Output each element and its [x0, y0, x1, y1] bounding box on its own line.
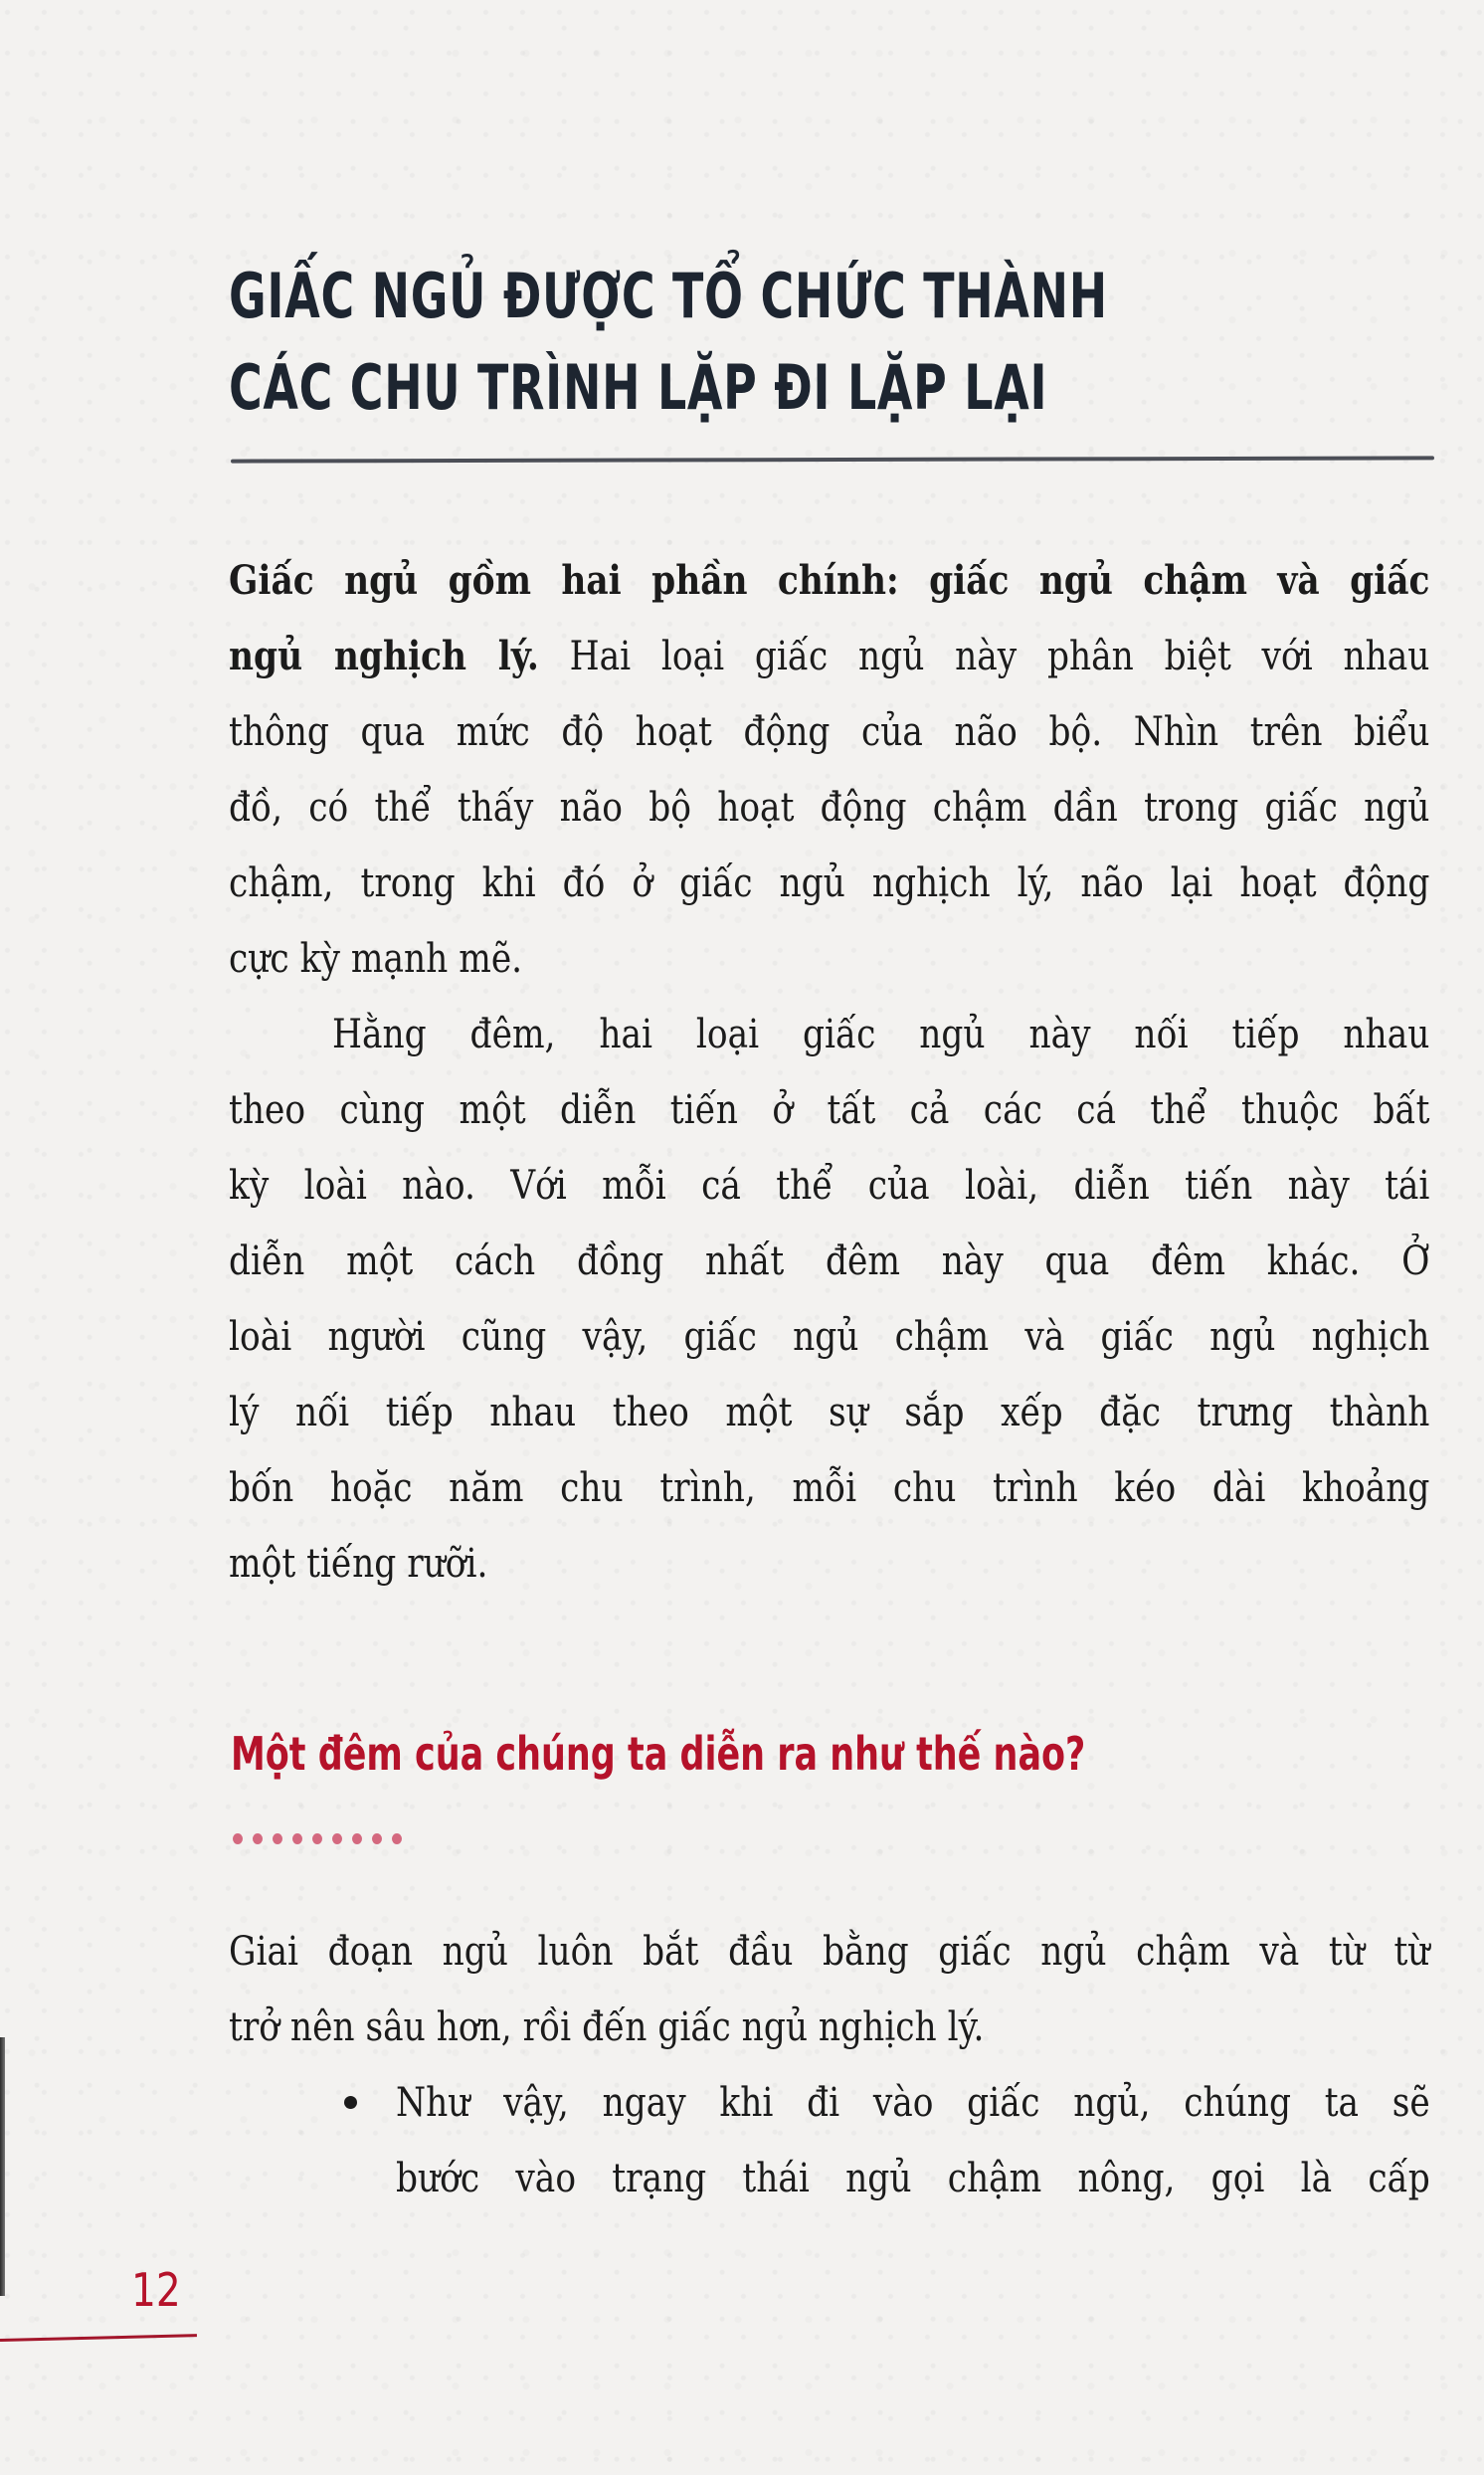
divider-dot [233, 1833, 243, 1844]
page-number-underline [0, 2334, 197, 2342]
divider-dot [332, 1833, 342, 1844]
dotted-divider [233, 1833, 402, 1844]
divider-dot [253, 1833, 263, 1844]
paragraph-3-line-2: trở nên sâu hơn, rồi đến giấc ngủ nghịch lý. [229, 2004, 985, 2050]
paragraph-1-line-5: chậm, trong khi đó ở giấc ngủ nghịch lý, não lại hoạt động [229, 860, 1430, 906]
section-title: Một đêm của chúng ta diễn ra như thế nào? [231, 1727, 1086, 1781]
bullet-icon [344, 2096, 357, 2109]
divider-dot [352, 1833, 362, 1844]
paragraph-2-line-8: một tiếng rưỡi. [229, 1541, 488, 1587]
divider-dot [292, 1833, 302, 1844]
page-number: 12 [131, 2263, 181, 2317]
paragraph-1-line-2: ngủ nghịch lý. Hai loại giấc ngủ này phân biệt với nhau [229, 633, 1430, 679]
chapter-title-line-1: GIẤC NGỦ ĐƯỢC TỔ CHỨC THÀNH [229, 260, 1108, 332]
chapter-title [229, 251, 1108, 434]
paragraph-1-line-4: đồ, có thể thấy não bộ hoạt động chậm dần trong giấc ngủ [229, 785, 1430, 831]
divider-dot [312, 1833, 322, 1844]
divider-dot [372, 1833, 382, 1844]
paragraph-2-line-3: kỳ loài nào. Với mỗi cá thể của loài, diễn tiến này tái [229, 1163, 1430, 1209]
paragraph-2-line-6: lý nối tiếp nhau theo một sự sắp xếp đặc trưng thành [229, 1390, 1430, 1435]
title-underline [231, 456, 1434, 463]
divider-dot [273, 1833, 282, 1844]
page-binding-edge [0, 2037, 5, 2296]
paragraph-2-line-2: theo cùng một diễn tiến ở tất cả các cá thể thuộc bất [229, 1087, 1430, 1133]
bullet-1-line-1: Như vậy, ngay khi đi vào giấc ngủ, chúng ta sẽ [396, 2080, 1430, 2126]
bold-term: ngủ nghịch lý. [229, 633, 539, 679]
bullet-1-line-2: bước vào trạng thái ngủ chậm nông, gọi là cấp [396, 2156, 1430, 2201]
paragraph-1-line-3: thông qua mức độ hoạt động của não bộ. Nhìn trên biểu [229, 709, 1430, 755]
paragraph-1-line-1: Giấc ngủ gồm hai phần chính: giấc ngủ chậm và giấc [229, 557, 1430, 604]
paragraph-3-line-1: Giai đoạn ngủ luôn bắt đầu bằng giấc ngủ chậm và từ từ [229, 1929, 1430, 1975]
paragraph-2-line-5: loài người cũng vậy, giấc ngủ chậm và giấc ngủ nghịch [229, 1314, 1430, 1360]
chapter-title-line-2: CÁC CHU TRÌNH LẶP ĐI LẶP LẠI [229, 351, 1048, 424]
divider-dot [392, 1833, 402, 1844]
paragraph-2-line-4: diễn một cách đồng nhất đêm này qua đêm khác. Ở [229, 1238, 1430, 1284]
paragraph-1-line-6: cực kỳ mạnh mẽ. [229, 936, 523, 982]
paragraph-2-line-1: Hằng đêm, hai loại giấc ngủ này nối tiếp nhau [332, 1012, 1430, 1057]
paragraph-2-line-7: bốn hoặc năm chu trình, mỗi chu trình kéo dài khoảng [229, 1465, 1430, 1511]
